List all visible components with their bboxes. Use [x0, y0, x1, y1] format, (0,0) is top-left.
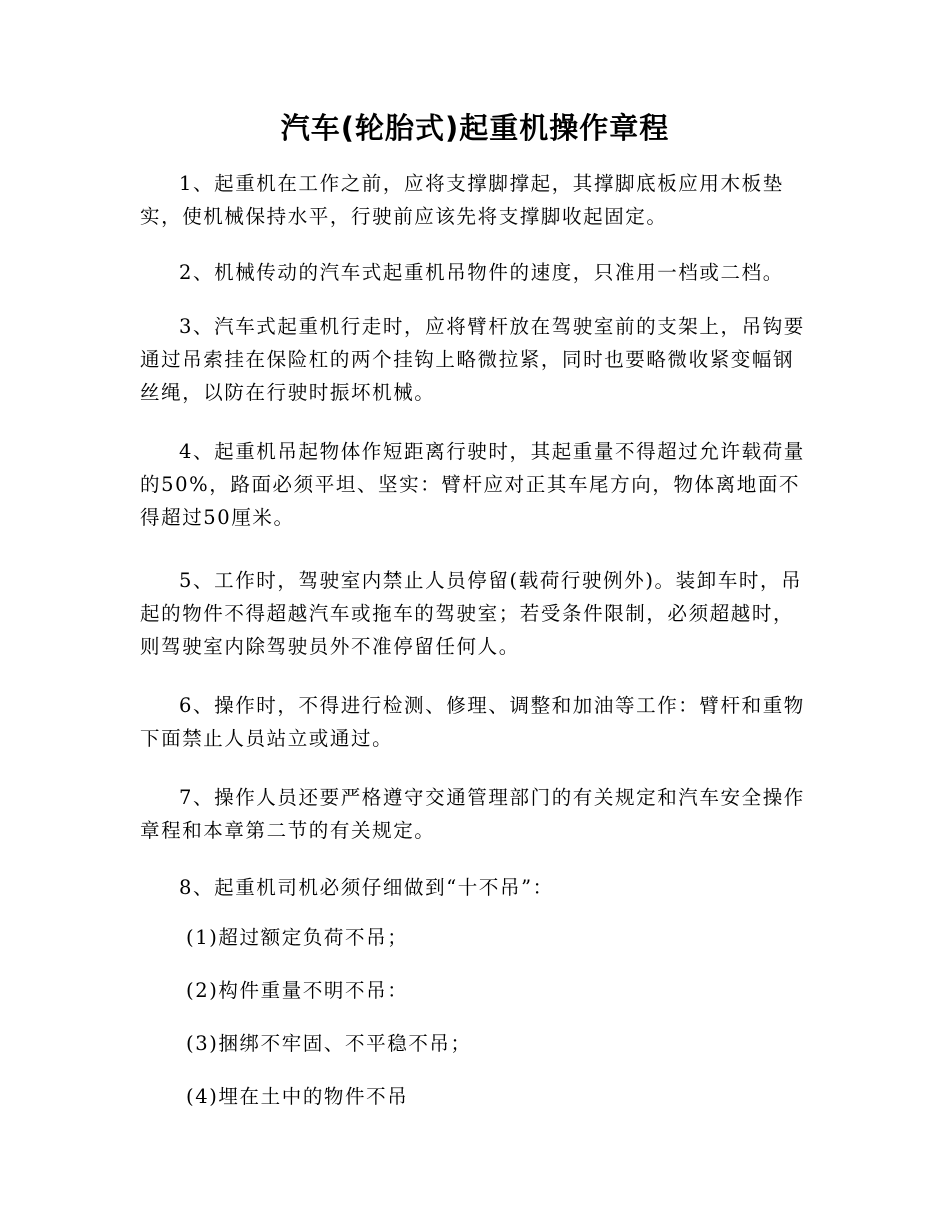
paragraph-5: 5、工作时，驾驶室内禁止人员停留(载荷行驶例外)。装卸车时，吊起的物件不得超越汽车或拖车的驾驶室；若受条件限制，必须超越时，则驾驶室内除驾驶员外不准停留任何人。: [140, 569, 803, 658]
paragraph-7: 7、操作人员还要严格遵守交通管理部门的有关规定和汽车安全操作章程和本章第二节的有关规定。: [140, 786, 805, 842]
paragraph-6: 6、操作时，不得进行检测、修理、调整和加油等工作：臂杆和重物下面禁止人员站立或通过。: [140, 694, 805, 750]
paragraph-2: 2、机械传动的汽车式起重机吊物件的速度，只准用一档或二档。: [179, 261, 784, 284]
paragraph-3: 3、汽车式起重机行走时，应将臂杆放在驾驶室前的支架上，吊钩要通过吊索挂在保险杠的两个挂钩上略微拉紧，同时也要略微收紧变幅钢丝绳，以防在行驶时振坏机械。: [140, 315, 805, 404]
paragraph-8: 8、起重机司机必须仔细做到“十不吊”：: [179, 876, 554, 899]
list-item: (1)超过额定负荷不吊；: [186, 926, 409, 949]
paragraph-1: 1、起重机在工作之前，应将支撑脚撑起，其撑脚底板应用木板垫实，使机械保持水平，行驶前应该先将支撑脚收起固定。: [140, 172, 784, 228]
list-item: (2)构件重量不明不吊：: [186, 979, 409, 1002]
list-item: (3)捆绑不牢固、不平稳不吊；: [186, 1032, 472, 1055]
document-title: 汽车(轮胎式)起重机操作章程: [280, 111, 670, 145]
paragraph-4: 4、起重机吊起物体作短距离行驶时，其起重量不得超过允许载荷量的50%，路面必须平坦、坚实：臂杆应对正其车尾方向，物体离地面不得超过50厘米。: [140, 440, 805, 529]
list-item: (4)埋在土中的物件不吊: [186, 1085, 409, 1108]
